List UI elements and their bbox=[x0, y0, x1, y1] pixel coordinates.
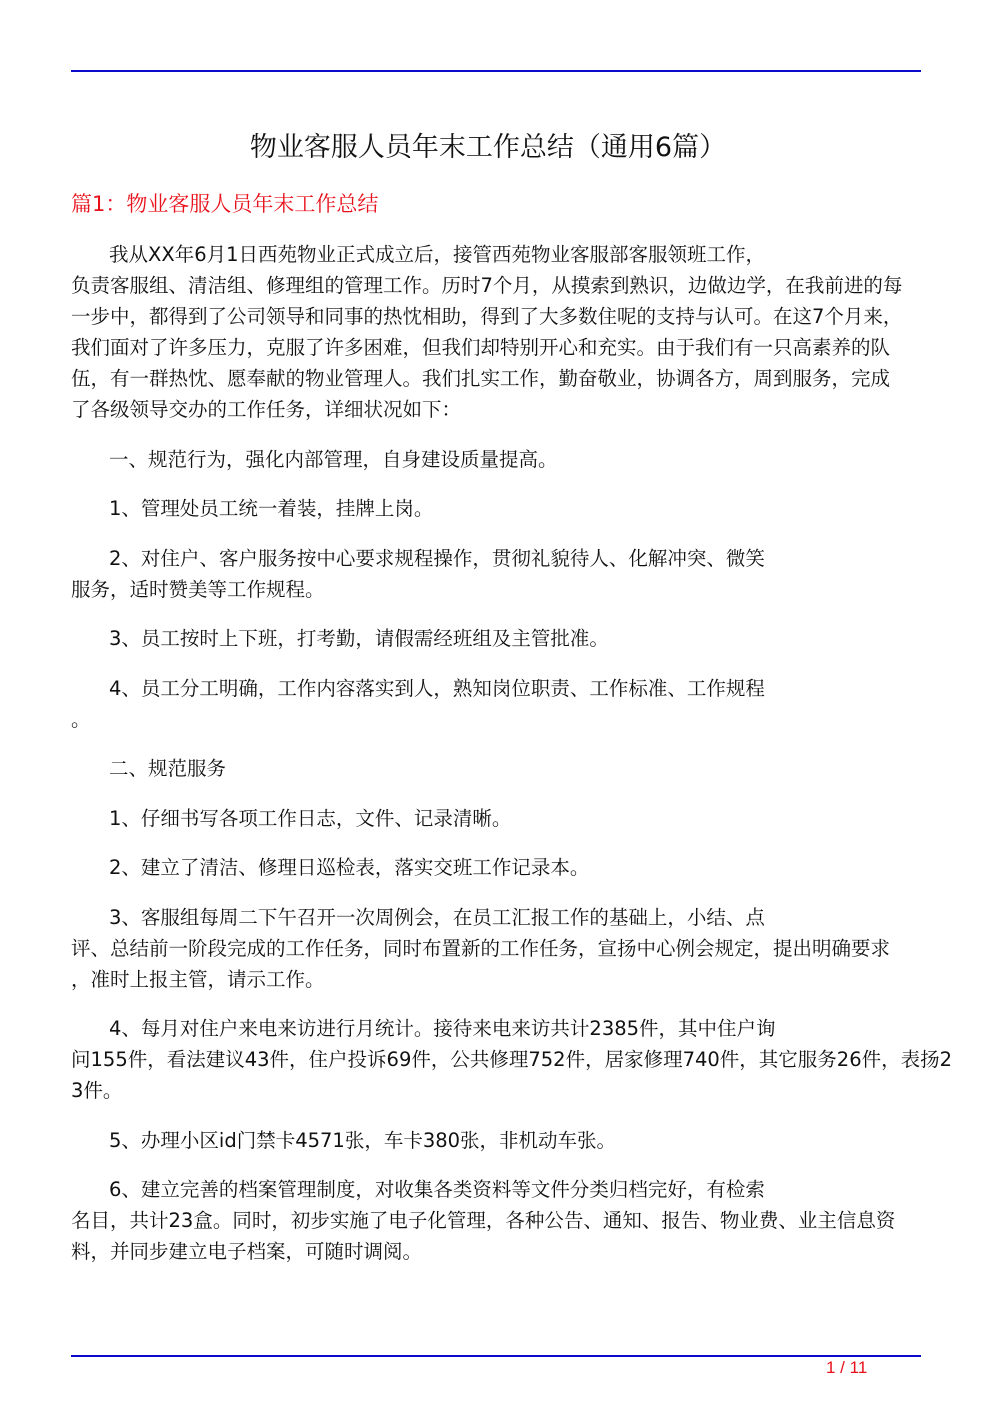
header-rule bbox=[71, 70, 921, 72]
footer-rule bbox=[71, 1355, 921, 1357]
paragraph-line: ，准时上报主管，请示工作。 bbox=[71, 967, 325, 991]
paragraph bbox=[71, 623, 931, 654]
paragraph-line: 3、客服组每周二下午召开一次周例会，在员工汇报工作的基础上，小结、点 bbox=[109, 905, 765, 929]
paragraph-line: 一、规范行为，强化内部管理，自身建设质量提高。 bbox=[109, 447, 558, 471]
paragraph-line: 料，并同步建立电子档案，可随时调阅。 bbox=[71, 1240, 423, 1263]
paragraph-line: 我们面对了许多压力，克服了许多困难，但我们却特别开心和充实。由于我们有一只高素养的队 bbox=[71, 336, 891, 359]
paragraph bbox=[71, 1125, 931, 1156]
paragraph-line: 一步中，都得到了公司领导和同事的热忱相助，得到了大多数住呢的支持与认可。在这7个月来， bbox=[71, 305, 903, 328]
paragraph-line: 二、规范服务 bbox=[109, 757, 227, 780]
document-body bbox=[71, 239, 953, 1286]
paragraph-line: 伍，有一群热忱、愿奉献的物业管理人。我们扎实工作，勤奋敬业，协调各方，周到服务，完成 bbox=[71, 367, 891, 390]
paragraph bbox=[71, 1174, 931, 1267]
paragraph-line: 名目，共计23盒。同时，初步实施了电子化管理，各种公告、通知、报告、物业费、业主信息资 bbox=[71, 1209, 896, 1232]
paragraph-line: 1、仔细书写各项工作日志，文件、记录清晰。 bbox=[109, 806, 512, 830]
paragraph-line: 了各级领导交办的工作任务，详细状况如下： bbox=[71, 398, 462, 421]
paragraph-line: 服务，适时赞美等工作规程。 bbox=[71, 577, 325, 601]
paragraph-line: 评、总结前一阶段完成的工作任务，同时布置新的工作任务，宣扬中心例会规定，提出明确要求 bbox=[71, 936, 891, 960]
paragraph-line: 2、对住户、客户服务按中心要求规程操作，贯彻礼貌待人、化解冲突、微笑 bbox=[109, 546, 765, 570]
paragraph bbox=[71, 753, 931, 784]
paragraph bbox=[71, 493, 931, 524]
paragraph bbox=[71, 444, 931, 475]
section-heading: 篇1：物业客服人员年末工作总结 bbox=[71, 192, 379, 216]
paragraph-line: 。 bbox=[71, 707, 91, 731]
page-number: 1 / 11 bbox=[826, 1358, 868, 1377]
paragraph-line: 4、每月对住户来电来访进行月统计。接待来电来访共计2385件，其中住户询 bbox=[109, 1017, 776, 1040]
paragraph-line: 3、员工按时上下班，打考勤，请假需经班组及主管批准。 bbox=[109, 627, 609, 650]
paragraph bbox=[71, 239, 931, 425]
paragraph bbox=[71, 803, 931, 834]
paragraph-line: 2、建立了清洁、修理日巡检表，落实交班工作记录本。 bbox=[109, 856, 590, 879]
document-title: 物业客服人员年末工作总结（通用6篇） bbox=[249, 132, 727, 163]
paragraph bbox=[71, 673, 931, 735]
paragraph-line: 5、办理小区id门禁卡4571张，车卡380张，非机动车张。 bbox=[109, 1128, 617, 1152]
paragraph-line: 我从XX年6月1日西苑物业正式成立后，接管西苑物业客服部客服领班工作， bbox=[109, 243, 766, 266]
paragraph-line: 1、管理处员工统一着装，挂牌上岗。 bbox=[109, 497, 434, 520]
paragraph-line: 负责客服组、清洁组、修理组的管理工作。历时7个月，从摸索到熟识，边做边学，在我前进的每 bbox=[71, 274, 903, 297]
paragraph-line: 问155件，看法建议43件，住户投诉69件，公共修理752件，居家修理740件，其它服务26件，表扬2 bbox=[71, 1048, 953, 1071]
paragraph bbox=[71, 852, 931, 883]
paragraph-line: 3件。 bbox=[71, 1079, 123, 1102]
paragraph-line: 6、建立完善的档案管理制度，对收集各类资料等文件分类归档完好，有检索 bbox=[109, 1178, 765, 1201]
paragraph-line: 4、员工分工明确，工作内容落实到人，熟知岗位职责、工作标准、工作规程 bbox=[109, 676, 765, 700]
paragraph bbox=[71, 543, 931, 605]
paragraph bbox=[71, 902, 931, 995]
paragraph bbox=[71, 1013, 953, 1106]
